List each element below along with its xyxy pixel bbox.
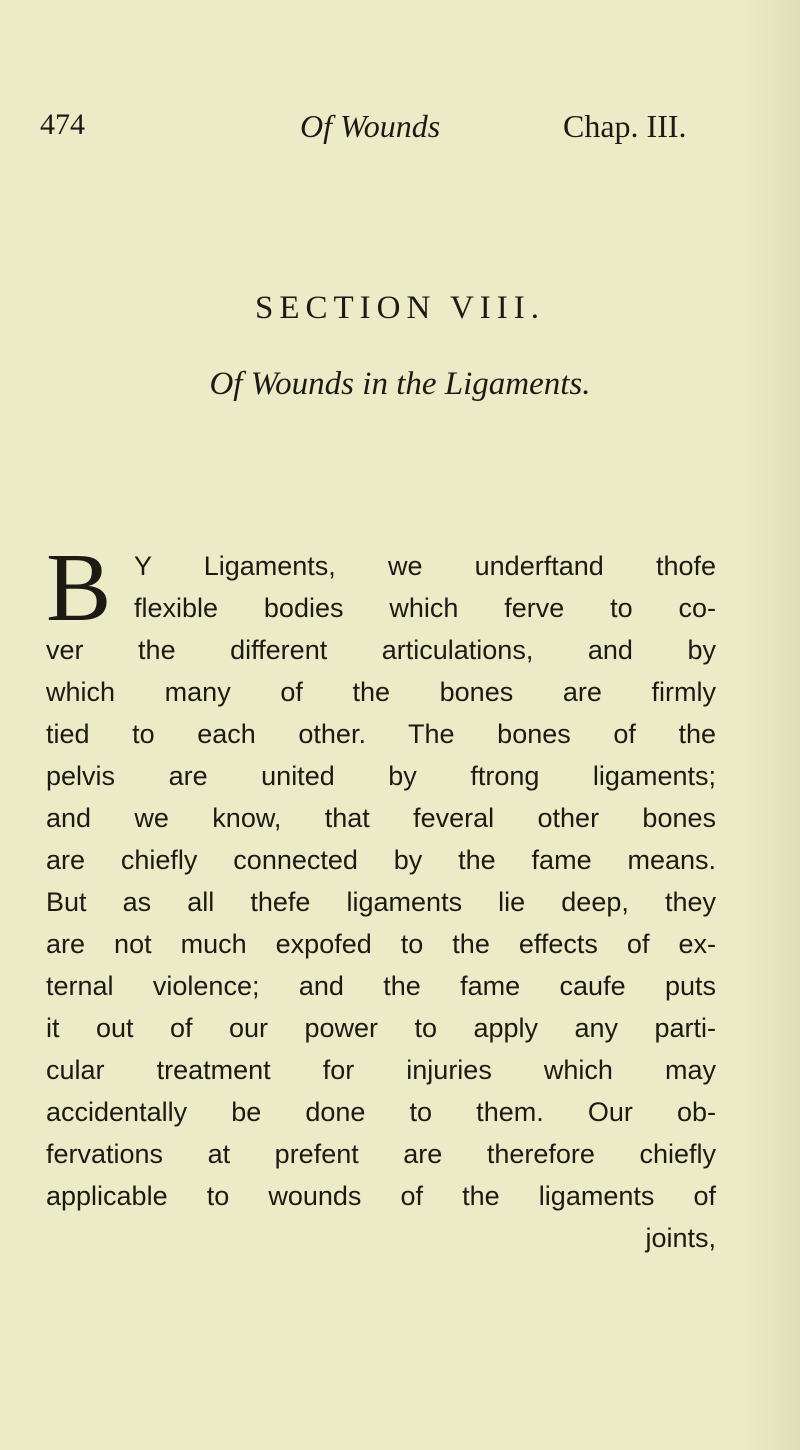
drop-cap: B bbox=[46, 534, 112, 642]
text-line: which many of the bones are firmly bbox=[46, 677, 716, 707]
section-heading: SECTION VIII. bbox=[254, 290, 546, 326]
page-number: 474 bbox=[40, 108, 85, 141]
text-line: are chiefly connected by the fame means. bbox=[46, 845, 716, 875]
text-line: fervations at prefent are therefore chiefly bbox=[46, 1139, 716, 1169]
text-line: flexible bodies which ferve to co- bbox=[134, 593, 716, 623]
running-title: Of Wounds bbox=[300, 108, 441, 144]
text-line: are not much expofed to the effects of ex- bbox=[46, 929, 716, 959]
text-line: pelvis are united by ftrong ligaments; bbox=[46, 761, 716, 791]
text-line: tied to each other. The bones of the bbox=[46, 719, 716, 749]
text-line: ternal violence; and the fame caufe puts bbox=[46, 971, 716, 1001]
text-line: But as all thefe ligaments lie deep, they bbox=[46, 887, 716, 917]
text-line: accidentally be done to them. Our ob- bbox=[46, 1097, 716, 1127]
text-line: ver the different articulations, and by bbox=[46, 635, 716, 665]
section-title: Of Wounds in the Ligaments. bbox=[209, 366, 591, 402]
text-line: Y Ligaments, we underftand thofe bbox=[134, 551, 716, 581]
text-line: and we know, that feveral other bones bbox=[46, 803, 716, 833]
body-text bbox=[46, 534, 716, 1259]
text-line: it out of our power to apply any parti- bbox=[46, 1013, 716, 1043]
chapter-label: Chap. III. bbox=[563, 108, 687, 144]
text-line: applicable to wounds of the ligaments of bbox=[46, 1181, 716, 1211]
catchword: joints, bbox=[645, 1223, 716, 1253]
running-header bbox=[0, 108, 800, 158]
text-line: cular treatment for injuries which may bbox=[46, 1055, 716, 1085]
